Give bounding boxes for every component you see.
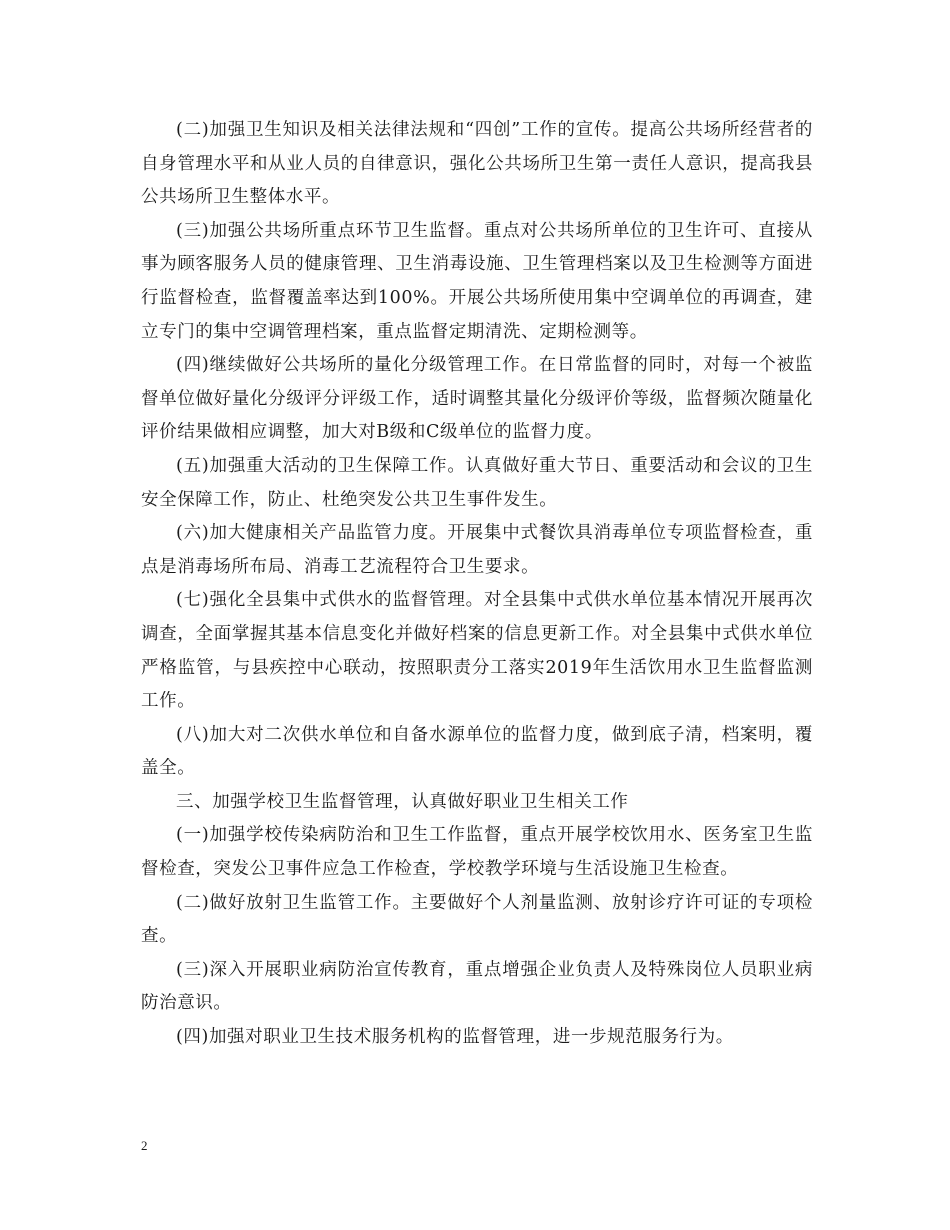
- paragraph-3-2: (二)做好放射卫生监管工作。主要做好个人剂量监测、放射诊疗许可证的专项检查。: [141, 892, 813, 947]
- paragraph-3-4: (四)加强对职业卫生技术服务机构的监督管理，进一步规范服务行为。: [176, 1027, 734, 1048]
- section-heading-3: 三、加强学校卫生监督管理，认真做好职业卫生相关工作: [176, 791, 629, 812]
- paragraph-2-6: (六)加大健康相关产品监管力度。开展集中式餐饮具消毒单位专项监督检查，重点是消毒场所布局、消毒工艺流程符合卫生要求。: [141, 523, 813, 577]
- paragraph-2-2: (二)加强卫生知识及相关法律法规和“四创”工作的宣传。提高公共场所经营者的自身管理水平和从业人员的自律意识，强化公共场所卫生第一责任人意识，提高我县公共场所卫生整体水平。: [141, 120, 813, 208]
- paragraph-2-5: (五)加强重大活动的卫生保障工作。认真做好重大节日、重要活动和会议的卫生安全保障工作，防止、杜绝突发公共卫生事件发生。: [141, 455, 813, 510]
- paragraph-2-4: (四)继续做好公共场所的量化分级管理工作。在日常监督的同时，对每一个被监督单位做好量化分级评分评级工作，适时调整其量化分级评价等级，监督频次随量化评价结果做相应调整，加大对B级和C级单位的监督力度。: [141, 355, 813, 443]
- document-body: [141, 114, 813, 1055]
- paragraph-2-8: (八)加大对二次供水单位和自备水源单位的监督力度，做到底子清，档案明，覆盖全。: [141, 724, 813, 779]
- paragraph-2-7: (七)强化全县集中式供水的监督管理。对全县集中式供水单位基本情况开展再次调查，全面掌握其基本信息变化并做好档案的信息更新工作。对全县集中式供水单位严格监管，与县疾控中心联动，按照职责分工落实2019年生活饮用水卫生监督监测工作。: [141, 590, 813, 712]
- paragraph-3-1: (一)加强学校传染病防治和卫生工作监督，重点开展学校饮用水、医务室卫生监督检查，突发公卫事件应急工作检查，学校教学环境与生活设施卫生检查。: [141, 825, 813, 880]
- page-number: 2: [141, 1138, 148, 1153]
- paragraph-3-3: (三)深入开展职业病防治宣传教育，重点增强企业负责人及特殊岗位人员职业病防治意识。: [141, 959, 813, 1014]
- paragraph-2-3: (三)加强公共场所重点环节卫生监督。重点对公共场所单位的卫生许可、直接从事为顾客服务人员的健康管理、卫生消毒设施、卫生管理档案以及卫生检测等方面进行监督检查，监督覆盖率达到100%。开展公共场所使用集中空调单位的再调查，建立专门的集中空调管理档案，重点监督定期清洗、定期检测等。: [141, 220, 813, 342]
